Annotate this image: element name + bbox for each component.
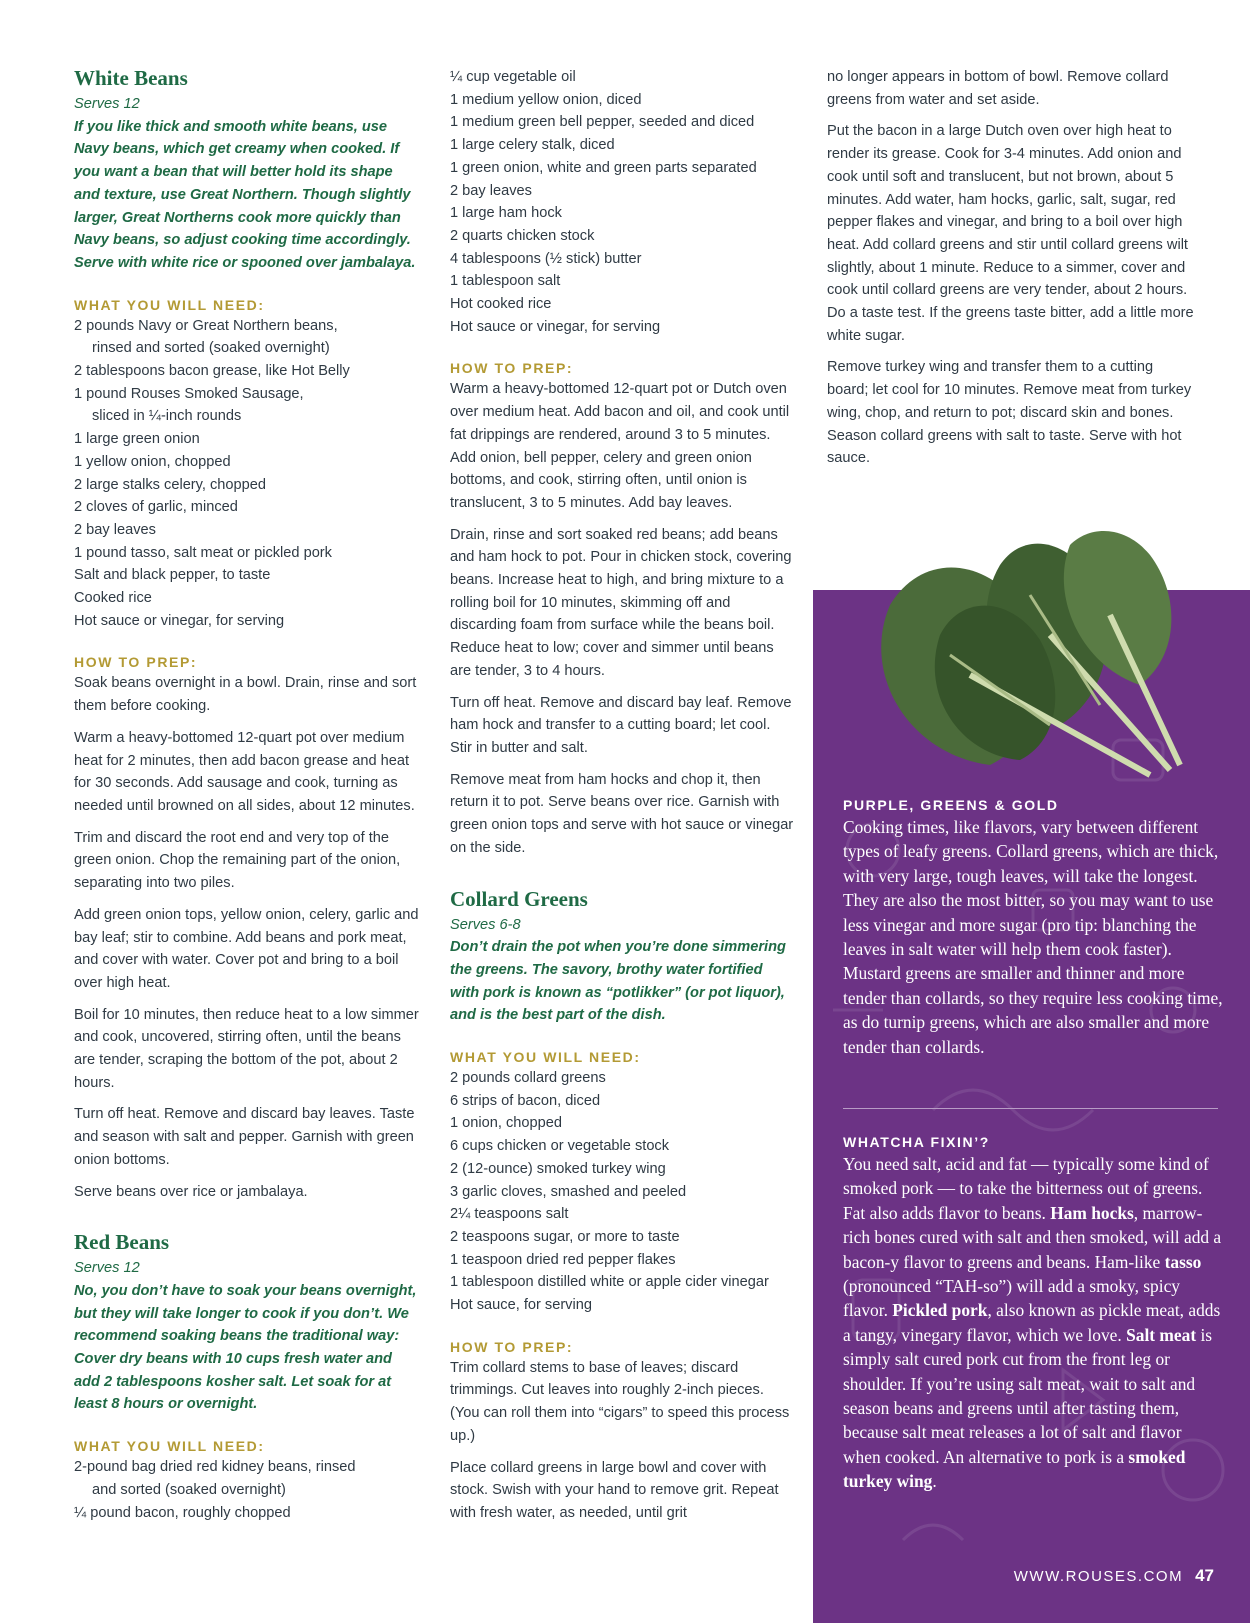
serves-red-beans: Serves 12 bbox=[74, 1260, 140, 1277]
prep-heading-white-beans: HOW TO PREP: bbox=[74, 654, 198, 671]
fixin-text: , also known as pickle meat, adds a tangy, vinegary flavor, which we love. bbox=[843, 1300, 1221, 1345]
column-3 bbox=[827, 66, 1197, 479]
prep-step: Put the bacon in a large Dutch oven over high heat to render its grease. Cook for 3-4 minutes. Add onion and cook until soft and translucent, but not brown, about 5 minutes. Add water, ham hocks, garlic, salt, sugar, red pepper flakes and vinegar, and bring to a boil over high heat. Add collard greens and stir until collard greens wilt slightly, about 1 minute. Reduce to a simmer, cover and cook until collard greens are very tender, about 2 hours. Do a taste test. If the greens taste bitter, add a little more white sugar. bbox=[827, 123, 1194, 344]
prep-step: Add green onion tops, yellow onion, celery, garlic and bay leaf; stir to combine. Add beans and pork meat, and cover with water. Cover pot and bring to a boil over high heat. bbox=[74, 906, 419, 991]
ingredient: 1 large green onion bbox=[74, 431, 200, 448]
ingredient: 4 tablespoons (½ stick) butter bbox=[450, 250, 642, 267]
ingredient: 2-pound bag dried red kidney beans, rinsed bbox=[74, 1459, 356, 1476]
sidebar-divider bbox=[843, 1108, 1218, 1109]
ingredient: Hot sauce or vinegar, for serving bbox=[450, 318, 661, 335]
prep-heading-collard-greens: HOW TO PREP: bbox=[450, 1338, 574, 1355]
sidebar-text-fixin bbox=[843, 1152, 1223, 1494]
ingredient: 6 cups chicken or vegetable stock bbox=[450, 1138, 670, 1155]
ingredient: 1 tablespoon salt bbox=[450, 273, 561, 290]
fixin-text: . bbox=[932, 1471, 937, 1492]
fixin-text: is simply salt cured pork cut from the front leg or shoulder. If you’re using salt meat, wait to salt and season beans and greens until after tasting them, because salt meat releases a lot of salt and flavor when cooked. An alternative to pork is a bbox=[843, 1324, 1213, 1467]
prep-step: Warm a heavy-bottomed 12-quart pot or Dutch oven over medium heat. Add bacon and oil, and cook until fat drippings are rendered, around 3 to 5 minutes. Add onion, bell pepper, celery and green onion bottoms, and cook, stirring often, until onion is translucent, 3 to 5 minutes. Add bay leaves. bbox=[450, 381, 790, 511]
ingredient: 2 tablespoons bacon grease, like Hot Belly bbox=[74, 363, 350, 380]
prep-step: Soak beans overnight in a bowl. Drain, rinse and sort them before cooking. bbox=[74, 675, 417, 715]
need-heading-collard-greens: WHAT YOU WILL NEED: bbox=[450, 1049, 641, 1066]
prep-step: no longer appears in bottom of bowl. Remove collard greens from water and set aside. bbox=[827, 69, 1169, 108]
ingredient: 1 pound tasso, salt meat or pickled pork bbox=[74, 544, 332, 561]
recipe-title-collard-greens: Collard Greens bbox=[450, 886, 588, 911]
prep-step: Drain, rinse and sort soaked red beans; add beans and ham hock to pot. Pour in chicken stock, covering beans. Increase heat to high, and bring mixture to a rolling boil for 10 minutes, skimming off and discarding foam from surface while the beans boil. Reduce heat to low; cover and simmer until beans are tender, 3 to 4 hours. bbox=[450, 526, 792, 679]
ingredient: 1 large celery stalk, diced bbox=[450, 137, 615, 154]
ingredient: 2 cloves of garlic, minced bbox=[74, 499, 238, 516]
ingredient: Hot sauce, for serving bbox=[450, 1297, 592, 1314]
fixin-bold-term: tasso bbox=[1164, 1251, 1202, 1272]
prep-step: Turn off heat. Remove and discard bay leaves. Taste and season with salt and pepper. Garnish with green onion bottoms. bbox=[74, 1106, 415, 1168]
ingredient: Salt and black pepper, to taste bbox=[74, 567, 271, 584]
ingredient: ¼ cup vegetable oil bbox=[450, 69, 576, 85]
ingredient: 1 medium yellow onion, diced bbox=[450, 91, 642, 108]
ingredient: 2 teaspoons sugar, or more to taste bbox=[450, 1228, 680, 1245]
ingredient: 2 bay leaves bbox=[74, 521, 156, 538]
serves-white-beans: Serves 12 bbox=[74, 96, 140, 112]
ingredients-red-beans-part1 bbox=[74, 1456, 419, 1524]
prep-heading-red-beans: HOW TO PREP: bbox=[450, 360, 574, 377]
ingredient: 1 tablespoon distilled white or apple cider vinegar bbox=[450, 1274, 769, 1291]
ingredient: 1 medium green bell pepper, seeded and diced bbox=[450, 114, 755, 131]
page-number: 47 bbox=[1195, 1566, 1214, 1585]
ingredient: Hot sauce or vinegar, for serving bbox=[74, 612, 285, 629]
ingredient: Hot cooked rice bbox=[450, 296, 552, 313]
ingredient: Cooked rice bbox=[74, 590, 152, 607]
fixin-bold-term: smoked turkey wing bbox=[843, 1446, 1186, 1492]
recipe-title-red-beans: Red Beans bbox=[74, 1230, 170, 1255]
intro-collard-greens: Don’t drain the pot when you’re done simmering the greens. The savory, brothy water fortified with pork is known as “potlikker” (or pot liquor), and is the best part of the dish. bbox=[450, 939, 786, 1024]
fixin-bold-term: Salt meat bbox=[1126, 1324, 1197, 1345]
ingredient: and sorted (soaked overnight) bbox=[92, 1481, 286, 1498]
ingredient: 2 bay leaves bbox=[450, 182, 532, 199]
ingredient: rinsed and sorted (soaked overnight) bbox=[92, 340, 330, 357]
prep-step: Remove turkey wing and transfer them to a cutting board; let cool for 10 minutes. Remove meat from turkey wing, chop, and return to pot; discard skin and bones. Season collard greens with salt to taste. Serve with hot sauce. bbox=[827, 359, 1192, 467]
prep-step: Warm a heavy-bottomed 12-quart pot over medium heat for 2 minutes, then add bacon grease and heat for 30 seconds. Add sausage and cook, turning as needed until browned on all sides, about 12 minutes. bbox=[74, 729, 415, 814]
column-1 bbox=[74, 66, 419, 1524]
ingredients-white-beans bbox=[74, 315, 419, 633]
page-footer bbox=[1014, 1566, 1214, 1586]
collard-greens-icon bbox=[850, 525, 1210, 795]
ingredient: 3 garlic cloves, smashed and peeled bbox=[450, 1183, 687, 1200]
sidebar-text-purple: Cooking times, like flavors, vary between different types of leafy greens. Collard greens, which are thick, with very large, tough leaves, will take the longest. They are also the most bitter, so you may want to use less vinegar and more sugar (pro tip: blanching the leaves in salt water will help them cook faster). Mustard greens are smaller and thinner and more tender than collards, so they require less cooking time, as do turnip greens, which are also smaller and more tender than collards. bbox=[843, 817, 1223, 1057]
fixin-text: You need salt, acid and fat — typically some kind of smoked pork — to take the bitterness out of greens. Fat also adds flavor to beans. bbox=[843, 1154, 1209, 1223]
sidebar-heading-fixin: WHATCHA FIXIN’? bbox=[843, 1134, 990, 1150]
need-heading-red-beans: WHAT YOU WILL NEED: bbox=[74, 1438, 265, 1455]
ingredient: 1 yellow onion, chopped bbox=[74, 453, 231, 470]
sidebar-heading-purple: PURPLE, GREENS & GOLD bbox=[843, 797, 1059, 813]
sidebar-purple-greens-gold bbox=[843, 797, 1223, 1059]
ingredient: 2 (12-ounce) smoked turkey wing bbox=[450, 1160, 666, 1177]
fixin-text: , marrow-rich bones cured with salt and then smoked, will add a bacon-y flavor to greens and beans. Ham-like bbox=[843, 1202, 1222, 1272]
ingredients-collard-greens bbox=[450, 1067, 795, 1317]
prep-step: Place collard greens in large bowl and cover with stock. Swish with your hand to remove grit. Repeat with fresh water, as needed, until grit bbox=[450, 1459, 779, 1521]
ingredient: ¼ pound bacon, roughly chopped bbox=[74, 1504, 291, 1521]
prep-step: Serve beans over rice or jambalaya. bbox=[74, 1183, 308, 1200]
ingredient: 2 quarts chicken stock bbox=[450, 227, 595, 244]
sidebar-whatcha-fixin bbox=[843, 1134, 1223, 1494]
prep-step: Remove meat from ham hocks and chop it, then return it to pot. Serve beans over rice. Garnish with green onion tops and serve with hot sauce or vinegar on the side. bbox=[450, 771, 794, 856]
prep-step: Trim collard stems to base of leaves; discard trimmings. Cut leaves into roughly 2-inch pieces. (You can roll them into “cigars” to speed this process up.) bbox=[450, 1359, 790, 1444]
fixin-bold-term: Ham hocks bbox=[1050, 1202, 1134, 1223]
ingredient: sliced in ¼-inch rounds bbox=[92, 408, 242, 425]
ingredient: 1 large ham hock bbox=[450, 205, 562, 222]
intro-white-beans: If you like thick and smooth white beans, use Navy beans, which get creamy when cooked. If you want a bean that will better hold its shape and texture, use Great Northern. Though slightly larger, Great Northerns cook more quickly than Navy beans, so adjust cooking time accordingly. Serve with white rice or spooned over jambalaya. bbox=[74, 118, 416, 271]
ingredient: 2 pounds collard greens bbox=[450, 1070, 606, 1087]
ingredient: 2¼ teaspoons salt bbox=[450, 1206, 569, 1223]
ingredient: 1 onion, chopped bbox=[450, 1115, 562, 1132]
ingredient: 2 large stalks celery, chopped bbox=[74, 476, 266, 493]
serves-collard-greens: Serves 6-8 bbox=[450, 916, 521, 933]
ingredients-red-beans-part2 bbox=[450, 66, 795, 338]
prep-step: Trim and discard the root end and very top of the green onion. Chop the remaining part of the onion, separating into two piles. bbox=[74, 829, 401, 892]
footer-site: WWW.ROUSES.COM bbox=[1013, 1568, 1184, 1585]
fixin-text: (pronounced “TAH-so”) will add a smoky, spicy flavor. bbox=[843, 1276, 1180, 1321]
ingredient: 2 pounds Navy or Great Northern beans, bbox=[74, 317, 338, 334]
recipe-title-white-beans: White Beans bbox=[74, 66, 188, 90]
ingredient: 1 pound Rouses Smoked Sausage, bbox=[74, 385, 304, 402]
prep-step: Boil for 10 minutes, then reduce heat to a low simmer and cook, uncovered, stirring often, until the beans are tender, scraping the bottom of the pot, about 2 hours. bbox=[74, 1006, 419, 1091]
column-2 bbox=[450, 66, 795, 1534]
need-heading-white-beans: WHAT YOU WILL NEED: bbox=[74, 296, 265, 313]
ingredient: 6 strips of bacon, diced bbox=[450, 1092, 601, 1109]
ingredient: 1 green onion, white and green parts separated bbox=[450, 159, 757, 176]
ingredient: 1 teaspoon dried red pepper flakes bbox=[450, 1251, 676, 1268]
prep-step: Turn off heat. Remove and discard bay leaf. Remove ham hock and transfer to a cutting board; let cool. Stir in butter and salt. bbox=[450, 694, 792, 756]
intro-red-beans: No, you don’t have to soak your beans overnight, but they will take longer to cook if you don’t. We recommend soaking beans the traditional way: Cover dry beans with 10 cups fresh water and add 2 tablespoons kosher salt. Let soak for at least 8 hours or overnight. bbox=[74, 1282, 417, 1413]
fixin-bold-term: Pickled pork bbox=[892, 1300, 988, 1321]
